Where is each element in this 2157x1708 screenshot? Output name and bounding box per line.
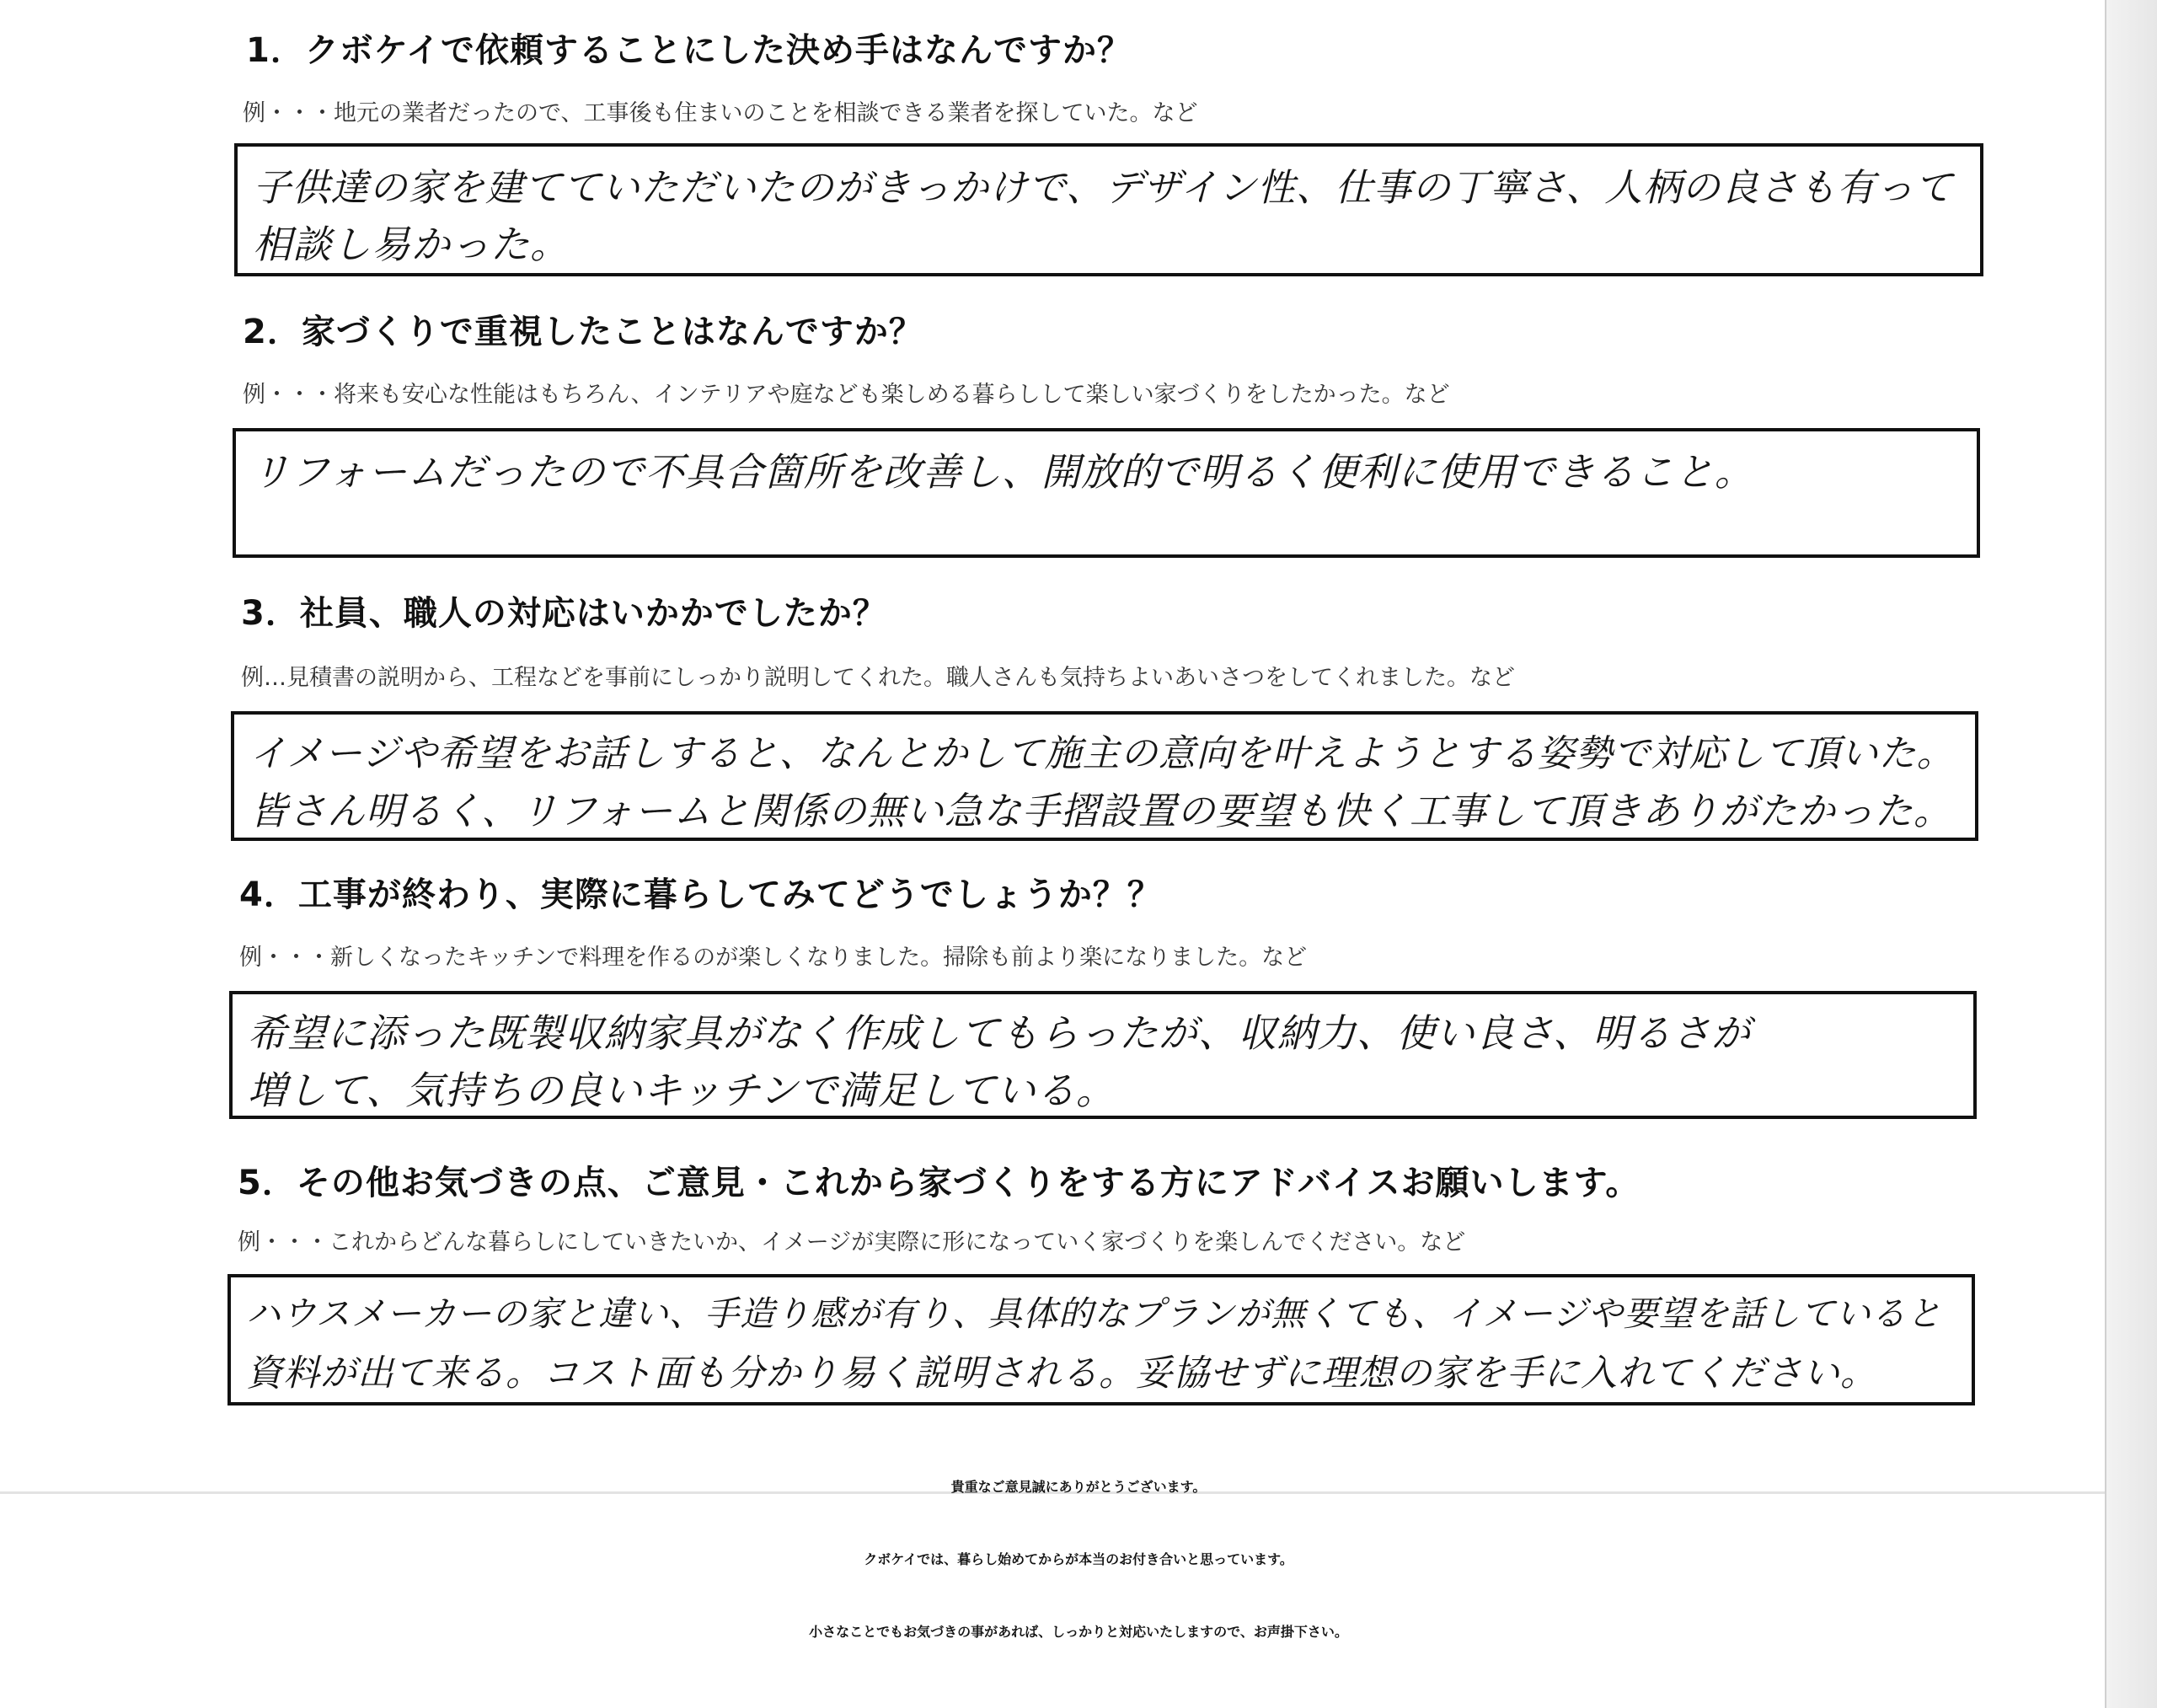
question-4-title: 4．工事が終わり、実際に暮らしてみてどうでしょうか？？ <box>239 875 1162 914</box>
scan-edge-right <box>2105 0 2157 1708</box>
question-3-title: 3．社員、職人の対応はいかかでしたか？ <box>241 594 887 633</box>
question-5-title: 5．その他お気づきの点、ご意見・これから家づくりをする方にアドバイスお願いします。 <box>238 1164 1640 1202</box>
question-2-answer-box <box>233 428 1980 558</box>
question-1-answer-box <box>234 143 1983 276</box>
question-4-example: 例・・・新しくなったキッチンで料理を作るのが楽しくなりました。掃除も前より楽になりました。など <box>239 945 1308 971</box>
question-4-answer-box <box>229 991 1977 1119</box>
question-1-title: 1．クボケイで依頼することにした決め手はなんですか？ <box>246 31 1132 70</box>
question-4-answer-line-2: 増して、気持ちの良いキッチンで満足している。 <box>248 1068 1116 1113</box>
closing-line-3: 小さなことでもお気づきの事があれば、しっかりと対応いたしますので、お声掛下さい。 <box>809 1624 1348 1640</box>
question-4-answer-line-1: 希望に添った既製収納家具がなく作成してもらったが、収納力、使い良さ、明るさが <box>248 1010 1752 1056</box>
question-5-example: 例・・・これからどんな暮らしにしていきたいか、イメージが実際に形になっていく家づくりを楽しんでください。など <box>238 1229 1466 1256</box>
question-2-example: 例・・・将来も安心な性能はもちろん、インテリアや庭なども楽しめる暮らしして楽しい家づくりをしたかった。など <box>243 382 1450 408</box>
question-3-example: 例…見積書の説明から、工程などを事前にしっかり説明してくれた。職人さんも気持ちよいあいさつをしてくれました。など <box>241 665 1515 691</box>
question-1-answer-line-1: 子供達の家を建てていただいたのがきっかけで、デザイン性、仕事の丁寧さ、人柄の良さも有って <box>253 165 1954 210</box>
closing-line-1: 貴重なご意見誠にありがとうございます。 <box>950 1479 1207 1495</box>
question-5-answer-box <box>227 1274 1975 1405</box>
question-1-example: 例・・・地元の業者だったので、工事後も住まいのことを相談できる業者を探していた。など <box>243 100 1198 126</box>
question-5-answer-line-2: 資料が出て来る。コスト面も分かり易く説明される。妥協せずに理想の家を手に入れてください。 <box>246 1352 1877 1395</box>
question-1-answer-line-2: 相談し易かった。 <box>253 222 570 267</box>
closing-line-2: クボケイでは、暮らし始めてからが本当のお付き合いと思っています。 <box>864 1551 1293 1567</box>
question-2-title: 2．家づくりで重視したことはなんですか？ <box>243 313 923 351</box>
question-3-answer-box <box>231 711 1978 841</box>
question-2-answer-line-1: リフォームだったので不具合箇所を改善し、開放的で明るく便利に使用できること。 <box>251 449 1754 495</box>
question-3-answer-line-1: イメージや希望をお話しすると、なんとかして施主の意向を叶えようとする姿勢で対応して頂いた。 <box>249 732 1955 775</box>
question-5-answer-line-1: ハウスメーカーの家と違い、手造り感が有り、具体的なプランが無くても、イメージや要望を話していると <box>246 1293 1942 1334</box>
question-3-answer-line-2: 皆さん明るく、リフォームと関係の無い急な手摺設置の要望も快く工事して頂きありがたかった。 <box>249 789 1952 833</box>
